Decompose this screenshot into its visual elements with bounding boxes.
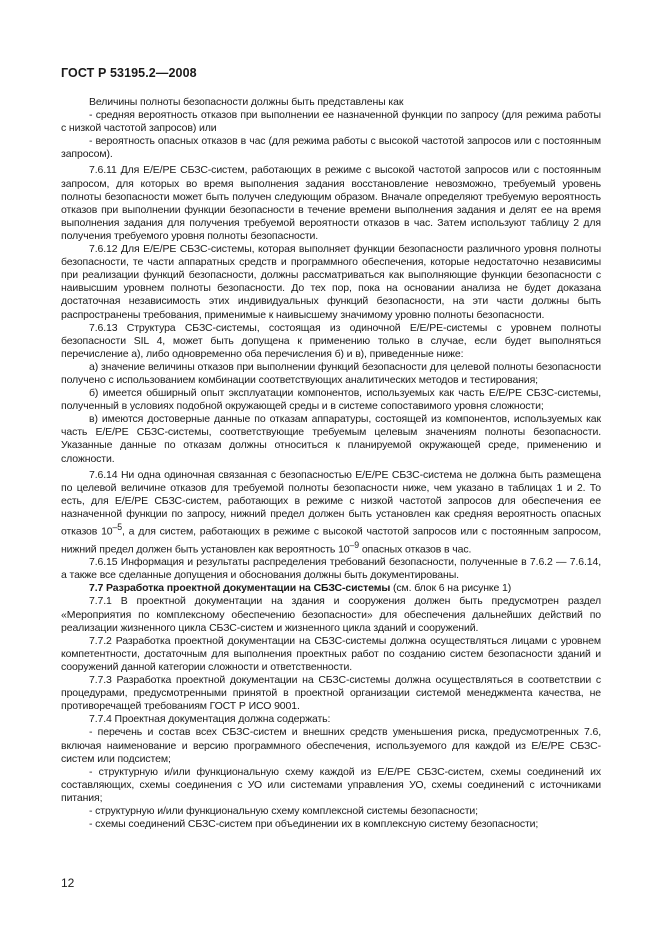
clause-7-7-2: 7.7.2 Разработка проектной документации на СБЗС-системы должна осуществляться лицами с уровнем компетентности, достаточным для выполнения проектных работ по созданию систем безопасности зданий и сооружений данной категории сложности и ответственности. <box>61 634 601 673</box>
exponent: –9 <box>349 539 360 550</box>
list-item-v: в) имеются достоверные данные по отказам аппаратуры, состоящей из компонентов, используемых как часть Е/Е/РЕ СБЗС-системы, соответствующие требуемым целевым значениям полноты безопасности. Указанные данные по отказам должны относиться к планируемой окружающей среде, применению и сложности. <box>61 413 601 465</box>
section-7-7-title: 7.7 Разработка проектной документации на СБЗС-системы <box>89 582 391 595</box>
clause-7-6-13: 7.6.13 Структура СБЗС-системы, состоящая из одиночной Е/Е/РЕ-системы с уровнем полноты безопасности SIL 4, может быть допущена к применению только в случае, если будет выполняться перечисление а), либо одновременно оба перечисления б) и в), приведенные ниже: <box>61 321 601 360</box>
document-header: ГОСТ Р 53195.2—2008 <box>61 66 197 80</box>
clause-7-7-4: 7.7.4 Проектная документация должна содержать: <box>89 713 331 726</box>
list-item: - вероятность опасных отказов в час (для режима работы с высокой частотой запросов или с постоянным запросом). <box>61 135 601 161</box>
clause-7-7-1: 7.7.1 В проектной документации на здания и сооружения должен быть предусмотрен раздел «Мероприятия по комплексному обеспечению безопасности» для обеспечения дальнейших действий по реализации жизненного цикла СБЗС-систем и жизненного цикла зданий и сооружений. <box>61 595 601 634</box>
list-item: - схемы соединений СБЗС-систем при объединении их в комплексную систему безопасности; <box>89 818 539 831</box>
clause-7-6-14-text-c: опасных отказов в час. <box>359 543 472 556</box>
list-item: - перечень и состав всех СБЗС-систем и внешних средств уменьшения риска, предусмотренных 7.6, включая наименование и версию программного обеспечения, используемого для каждой из Е/Е/РЕ СБЗС-систем или подсистем; <box>61 726 601 765</box>
list-item-a: а) значение величины отказов при выполнении функций безопасности для целевой полноты безопасности получено с использованием комбинации соответствующих аналитических методов и тестирования; <box>61 360 601 386</box>
exponent: –5 <box>112 522 123 532</box>
clause-7-7-3: 7.7.3 Разработка проектной документации на СБЗС-системы должна осуществляться в соответствии с процедурами, предусмотренными принятой в проектной организации системой менеджмента качества, не противоречащей требованиям ГОСТ Р ИСО 9001. <box>61 674 601 713</box>
section-7-7-heading <box>61 582 601 595</box>
clause-7-6-15: 7.6.15 Информация и результаты распределения требований безопасности, полученные в 7.6.2 — 7.6.14, а также все сделанные допущения и обоснования должны быть документированы. <box>61 556 601 582</box>
list-item: - структурную и/или функциональную схему комплексной системы безопасности; <box>89 804 478 817</box>
section-7-7-reference: (см. блок 6 на рисунке 1) <box>390 582 512 595</box>
list-item: - структурную и/или функциональную схему каждой из Е/Е/РЕ СБЗС-систем, схемы соединений их составляющих, схемы соединения с УО или системами управления УО, схемы соединений с источниками питания; <box>61 765 601 804</box>
paragraph: Величины полноты безопасности должны быть представлены как <box>89 96 404 108</box>
clause-7-6-11: 7.6.11 Для Е/Е/РЕ СБЗС-систем, работающих в режиме с высокой частотой запросов или с постоянным запросом, для которых во время выполнения задания восстановление невозможно, требуемый уровень полноты безопасности может быть получен следующим образом. Вначале определяют требуемую вероятность отказов при выполнении функции безопасности в течение времени выполнения задания и делят ее на время выполнения задания для получения требуемой вероятности отказов в час. Затем используют таблицу 2 для получения требуемого уровня полноты безопасности. <box>61 164 601 242</box>
list-item-b: б) имеется обширный опыт эксплуатации компонентов, используемых как часть Е/Е/РЕ СБЗС-системы, полученный в условиях подобной окружающей среды и в системе сопоставимого уровня сложности; <box>61 387 601 413</box>
clause-7-6-14 <box>61 469 601 557</box>
clause-7-6-14-text-a: 7.6.14 Ни одна одиночная связанная с безопасностью Е/Е/РЕ СБЗС-система не должна быть размещена по целевой величине отказов для требуемой полноты безопасности ниже, чем указано в таблицах 1 и 2. То есть, для Е/Е/РЕ СБЗС-систем, работающих в режиме с низкой частотой запросов для обеспечения ее назначенной функции по запросу, нижний предел должен быть установлен как средняя вероятность опасных отказов 10 <box>61 468 601 538</box>
document-body <box>61 96 601 831</box>
page-number: 12 <box>61 876 75 890</box>
clause-7-6-12: 7.6.12 Для Е/Е/РЕ СБЗС-системы, которая выполняет функции безопасности различного уровня полноты безопасности, те части аппаратных средств и программного обеспечения, которые недостаточно независимы при реализации функций безопасности, должны рассматриваться как выполняющие функции безопасности с наивысшим уровнем полноты безопасности. До тех пор, пока на основании анализа не будет доказана достаточная независимость этих индивидуальных функций безопасности, на эти части должны быть распространены требования, применимые к наивысшему значимому уровню полноты безопасности. <box>61 243 601 321</box>
list-item: - средняя вероятность отказов при выполнении ее назначенной функции по запросу (для режима работы с низкой частотой запросов) или <box>61 109 601 135</box>
clause-7-6-14-text-b: , а для систем, работающих в режиме с высокой частотой запросов или с постоянным запросом, нижний предел должен быть установлен как вероятность 10 <box>61 525 601 556</box>
